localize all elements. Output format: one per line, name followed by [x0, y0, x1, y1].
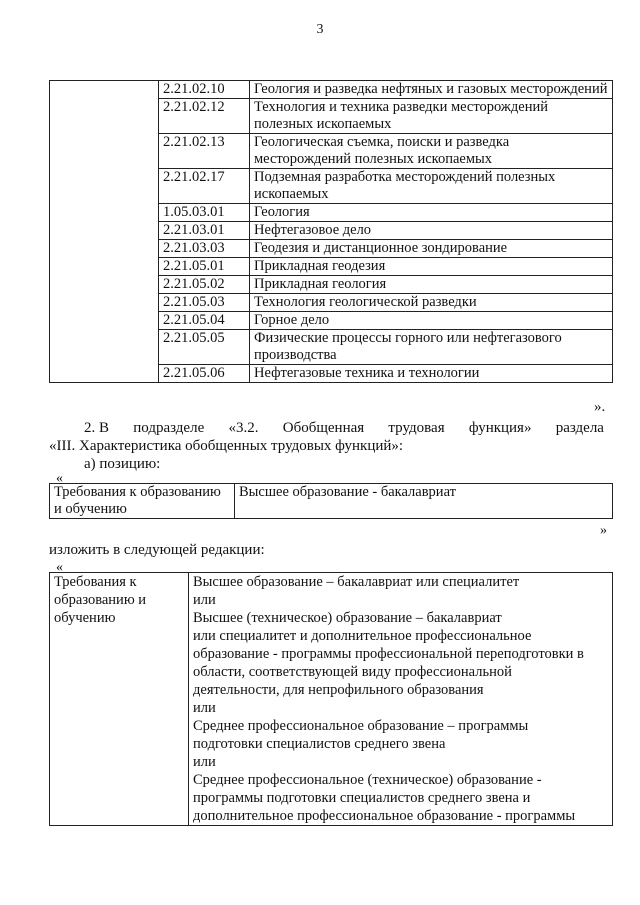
specialty-code-cell: 2.21.05.02: [159, 276, 250, 294]
word: раздела: [555, 420, 604, 436]
value-line: дополнительное профессиональное образование - программы: [193, 808, 576, 824]
requirements-value-cell: [189, 573, 613, 826]
specialty-code-cell: 2.21.05.04: [159, 312, 250, 330]
word: подразделе: [133, 420, 205, 436]
value-line: или специалитет и дополнительное профессиональное: [193, 628, 532, 644]
word: трудовая: [388, 420, 445, 436]
specialty-name-cell: Технология и техника разведки месторождений полезных ископаемых: [250, 99, 613, 134]
specialty-name-cell: Прикладная геология: [250, 276, 613, 294]
specialty-name-cell: Горное дело: [250, 312, 613, 330]
value-line: или: [193, 592, 216, 608]
specialty-code-cell: 2.21.05.05: [159, 330, 250, 365]
old-requirements-table: [49, 483, 613, 519]
specialty-code-cell: 2.21.03.01: [159, 222, 250, 240]
specialty-code-cell: 2.21.05.06: [159, 365, 250, 383]
specialty-name-cell: Геологическая съемка, поиски и разведка месторождений полезных ископаемых: [250, 134, 613, 169]
new-requirements-table: [49, 572, 613, 826]
label-line: образованию и: [54, 592, 147, 608]
word: функция»: [468, 420, 532, 436]
empty-group-cell: [50, 81, 159, 383]
value-line: Среднее профессиональное образование – программы: [193, 718, 529, 734]
open-quote-1: «: [56, 471, 63, 486]
specialty-codes-table: [49, 80, 613, 383]
paragraph-2-item-a: а) позицию:: [84, 456, 161, 472]
close-quote-1: »: [600, 523, 607, 538]
specialty-name-cell: Подземная разработка месторождений полезных ископаемых: [250, 169, 613, 204]
paragraph-2-line-1: [84, 419, 604, 437]
value-line: Высшее образование – бакалавриат или специалитет: [193, 574, 520, 590]
open-quote-2: «: [56, 560, 63, 575]
specialty-code-cell: 2.21.05.03: [159, 294, 250, 312]
word: «3.2.: [228, 420, 259, 436]
value-line: деятельности, для непрофильного образования: [193, 682, 484, 698]
word: 2. В: [84, 420, 110, 436]
label-line: обучению: [54, 610, 116, 626]
value-line: или: [193, 700, 216, 716]
value-line: области, соответствующей виду профессиональной: [193, 664, 512, 680]
paragraph-2-line-2: «III. Характеристика обобщенных трудовых функций»:: [49, 438, 404, 454]
closing-quote-mark: ».: [594, 399, 606, 415]
specialty-code-cell: 2.21.02.12: [159, 99, 250, 134]
specialty-code-cell: 2.21.05.01: [159, 258, 250, 276]
specialty-code-cell: 2.21.02.17: [159, 169, 250, 204]
table-row: [50, 484, 613, 519]
specialty-name-cell: Физические процессы горного или нефтегазового производства: [250, 330, 613, 365]
specialty-code-cell: 2.21.02.10: [159, 81, 250, 99]
specialty-name-cell: Прикладная геодезия: [250, 258, 613, 276]
label-line: Требования к: [54, 574, 137, 590]
value-line: программы подготовки специалистов среднего звена и: [193, 790, 531, 806]
specialty-name-cell: Нефтегазовые техника и технологии: [250, 365, 613, 383]
table-row: [50, 573, 613, 826]
value-line: образование - программы профессиональной переподготовки в: [193, 646, 584, 662]
requirements-label-cell: [50, 573, 189, 826]
specialty-code-cell: 2.21.02.13: [159, 134, 250, 169]
specialty-name-cell: Геология и разведка нефтяных и газовых месторождений: [250, 81, 613, 99]
table-row: [50, 81, 613, 99]
word: Обобщенная: [282, 420, 365, 436]
value-line: подготовки специалистов среднего звена: [193, 736, 446, 752]
specialty-name-cell: Геодезия и дистанционное зондирование: [250, 240, 613, 258]
specialty-code-cell: 2.21.03.03: [159, 240, 250, 258]
page-number: 3: [316, 22, 324, 37]
requirements-value-cell: Высшее образование - бакалавриат: [235, 484, 613, 519]
specialty-name-cell: Технология геологической разведки: [250, 294, 613, 312]
specialty-code-cell: 1.05.03.01: [159, 204, 250, 222]
value-line: Среднее профессиональное (техническое) образование -: [193, 772, 542, 788]
specialty-name-cell: Геология: [250, 204, 613, 222]
specialty-name-cell: Нефтегазовое дело: [250, 222, 613, 240]
restate-instruction: изложить в следующей редакции:: [49, 542, 265, 558]
requirements-label-cell: Требования к образованию и обучению: [50, 484, 235, 519]
value-line: или: [193, 754, 216, 770]
value-line: Высшее (техническое) образование – бакалавриат: [193, 610, 502, 626]
